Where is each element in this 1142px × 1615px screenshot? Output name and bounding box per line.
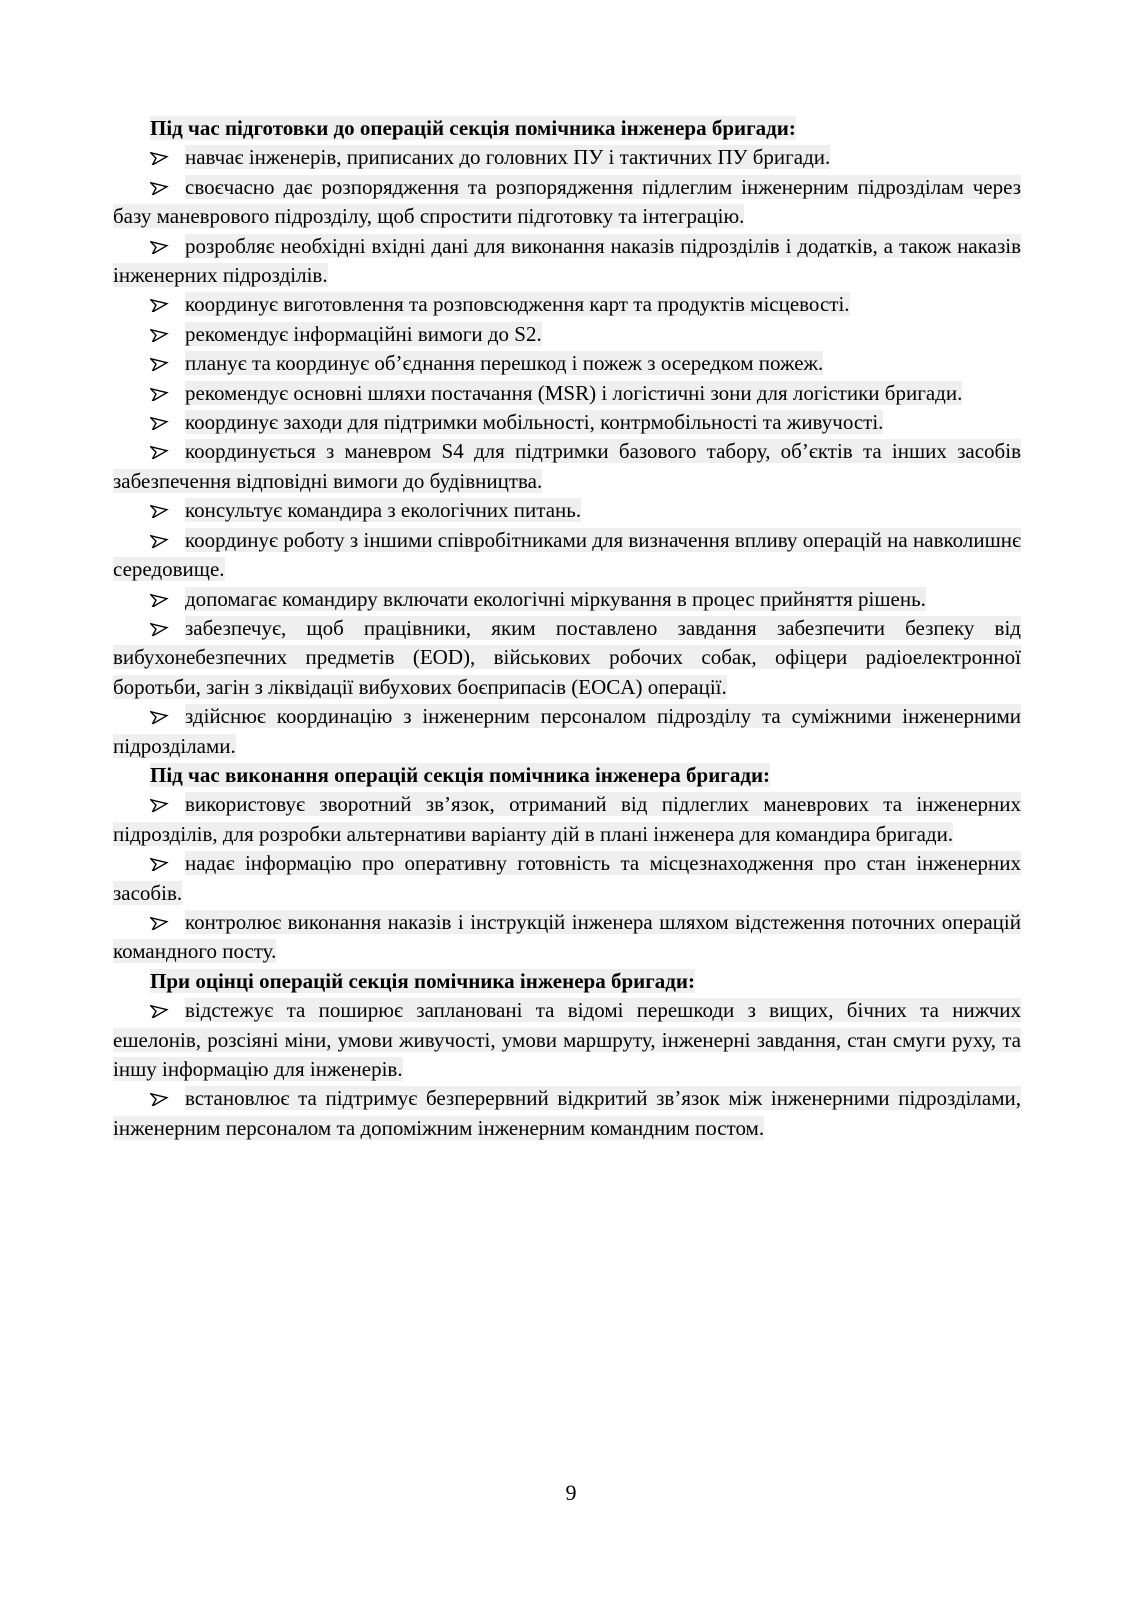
bullet-item [113,496,1021,525]
bullet-text: надає інформацію про оперативну готовність та місцезнаходження про стан інженерних засобів. [113,851,1021,905]
page-number: 9 [565,1480,577,1505]
bullet-item [113,614,1021,702]
bullet-arrow-icon [150,526,169,555]
bullet-item [113,143,1021,172]
bullet-text: рекомендує основні шляхи постачання (MSR) і логістичні зони для логістики бригади. [185,380,963,405]
bullet-text: здійснює координацію з інженерним персоналом підрозділу та суміжними інженерними підрозділами. [113,704,1021,758]
bullet-item [113,702,1021,761]
bullet-text: планує та координує об’єднання перешкод і пожеж з осередком пожеж. [185,351,824,376]
bullet-text: контролює виконання наказів і інструкцій інженера шляхом відстеження поточних операцій командного посту. [113,909,1021,964]
bullet-text: допомагає командиру включати екологічні міркування в процес прийняття рішень. [185,586,926,611]
bullet-item [113,408,1021,437]
bullet-text: координується з маневром S4 для підтримки базового табору, об’єктів та інших засобів забезпечення відповідні вимоги до будівництва. [113,439,1021,493]
bullet-text: координує виготовлення та розповсюдження карт та продуктів місцевості. [185,292,850,317]
bullet-arrow-icon [150,173,169,202]
section-heading-text: При оцінці операцій секція помічника інженера бригади: [150,968,696,993]
bullet-arrow-icon [150,408,169,437]
bullet-text: забезпечує, щоб працівники, яким поставлено завдання забезпечити безпеку від вибухонебезпечних предметів (EOD), військових робочих собак, офіцери радіоелектронної боротьби, загін з ліквідації вибухових боєприпасів (EOCA) операції. [113,615,1021,699]
document-content [113,114,1021,1143]
bullet-arrow-icon [150,790,169,819]
bullet-item [113,1084,1021,1143]
section-heading [113,761,1021,790]
bullet-text: розробляє необхідні вхідні дані для виконання наказів підрозділів і додатків, а також наказів інженерних підрозділів. [113,233,1021,288]
bullet-arrow-icon [150,496,169,525]
bullet-item [113,526,1021,585]
bullet-item [113,232,1021,291]
bullet-text: консультує командира з екологічних питань. [185,498,582,523]
bullet-arrow-icon [150,379,169,408]
bullet-item [113,790,1021,849]
bullet-text: використовує зворотний зв’язок, отриманий від підлеглих маневрових та інженерних підрозділів, для розробки альтернативи варіанту дій в плані інженера для командира бригади. [113,792,1021,846]
bullet-arrow-icon [150,702,169,731]
bullet-text: рекомендує інформаційні вимоги до S2. [185,321,542,346]
bullet-item [113,379,1021,408]
bullet-text: координує роботу з іншими співробітниками для визначення впливу операцій на навколишнє середовище. [113,527,1021,582]
bullet-text: своєчасно дає розпорядження та розпорядження підлеглим інженерним підрозділам через базу маневрового підрозділу, щоб спростити підготовку та інтеграцію. [113,174,1021,229]
bullet-text: координує заходи для підтримки мобільності, контрмобільності та живучості. [185,410,884,435]
bullet-item [113,996,1021,1084]
bullet-item [113,908,1021,967]
bullet-arrow-icon [150,349,169,378]
bullet-arrow-icon [150,320,169,349]
bullet-arrow-icon [150,143,169,172]
bullet-item [113,320,1021,349]
bullet-arrow-icon [150,1084,169,1113]
bullet-text: встановлює та підтримує безперервний відкритий зв’язок між інженерними підрозділами, інженерним персоналом та допоміжним інженерним командним постом. [113,1086,1021,1140]
bullet-item [113,349,1021,378]
bullet-arrow-icon [150,437,169,466]
bullet-text: навчає інженерів, приписаних до головних ПУ і тактичних ПУ бригади. [185,145,831,170]
bullet-item [113,437,1021,496]
bullet-arrow-icon [150,232,169,261]
bullet-item [113,585,1021,614]
bullet-item [113,173,1021,232]
bullet-arrow-icon [150,290,169,319]
bullet-arrow-icon [150,908,169,937]
bullet-arrow-icon [150,849,169,878]
section-heading [113,114,1021,143]
bullet-item [113,849,1021,908]
section-heading [113,967,1021,996]
bullet-item [113,290,1021,319]
bullet-text: відстежує та поширює заплановані та відомі перешкоди з вищих, бічних та нижчих ешелонів, розсіяні міни, умови живучості, умови маршруту, інженерні завдання, стан смуги руху, та іншу інформацію для інженерів. [113,998,1021,1081]
section-heading-text: Під час виконання операцій секція помічника інженера бригади: [150,762,771,787]
section-heading-text: Під час підготовки до операцій секція помічника інженера бригади: [150,116,796,140]
bullet-arrow-icon [150,614,169,643]
bullet-arrow-icon [150,585,169,614]
bullet-arrow-icon [150,996,169,1025]
